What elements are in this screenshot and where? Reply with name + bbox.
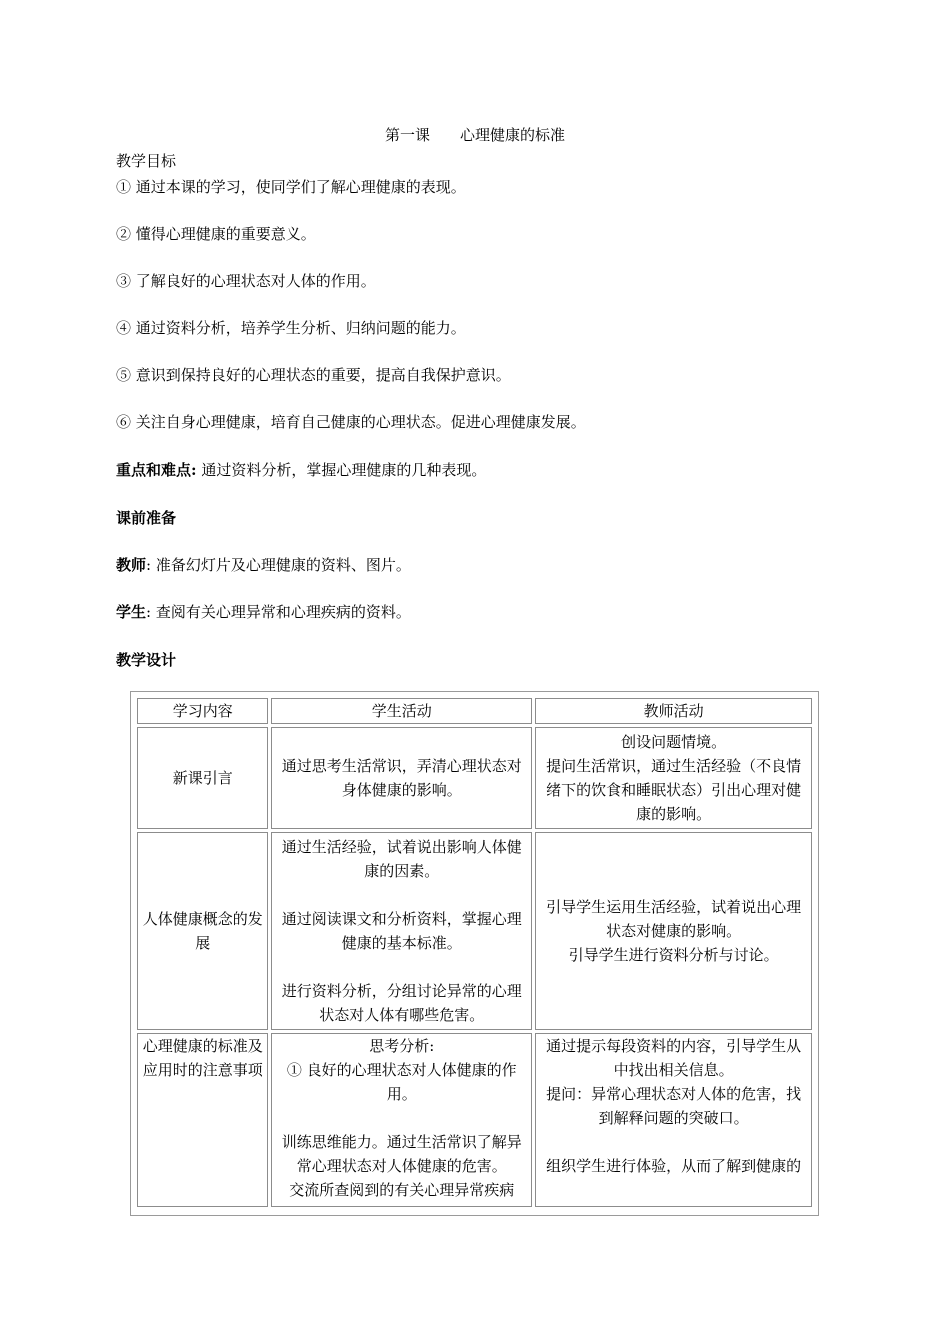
student-activity-cell [271, 832, 532, 1030]
cell-line: 通过提示每段资料的内容，引导学生从 [546, 1037, 802, 1055]
cell-line: 引导学生运用生活经验，试着说出心理 [546, 898, 802, 916]
cell-line: 状态对人体有哪些危害。 [319, 1006, 485, 1024]
cell-line: 创设问题情境。 [621, 733, 727, 751]
cell-line: 应用时的注意事项 [142, 1061, 263, 1079]
key-points-label: 重点和难点: [116, 461, 197, 479]
student-prep [116, 601, 411, 622]
cell-line: 用。 [386, 1085, 417, 1103]
cell-line: 交流所查阅到的有关心理异常疾病 [289, 1181, 515, 1199]
cell-line: 进行资料分析，分组讨论异常的心理 [281, 982, 522, 1000]
objective-item-2: ② 懂得心理健康的重要意义。 [116, 225, 316, 243]
objectives-heading: 教学目标 [116, 152, 177, 170]
key-points [116, 459, 486, 480]
cell-line: 康的因素。 [364, 862, 440, 880]
teacher-activity-cell [535, 727, 812, 829]
cell-line: 中找出相关信息。 [613, 1061, 734, 1079]
prep-heading: 课前准备 [116, 509, 177, 527]
cell-line: 提问：异常心理状态对人体的危害，找 [546, 1085, 802, 1103]
cell-line: 展 [195, 934, 211, 952]
objective-item-1: ① 通过本课的学习，使同学们了解心理健康的表现。 [116, 178, 466, 196]
cell-line: 绪下的饮食和睡眠状态）引出心理对健 [546, 781, 802, 799]
student-prep-text: : 查阅有关心理异常和心理疾病的资料。 [146, 603, 411, 621]
teacher-prep-text: : 准备幻灯片及心理健康的资料、图片。 [146, 556, 411, 574]
teacher-activity-cell [535, 832, 812, 1030]
objective-item-5: ⑤ 意识到保持良好的心理状态的重要，提高自我保护意识。 [116, 366, 511, 384]
cell-line: 状态对健康的影响。 [606, 922, 742, 940]
content-cell [137, 1033, 268, 1207]
student-prep-label: 学生 [116, 603, 147, 621]
design-heading: 教学设计 [116, 651, 177, 669]
table-row [137, 1033, 812, 1207]
cell-line: 健康的基本标准。 [341, 934, 462, 952]
lesson-title: 第一课 心理健康的标准 [384, 126, 565, 144]
objective-item-3: ③ 了解良好的心理状态对人体的作用。 [116, 272, 376, 290]
header-cell: 学习内容 [137, 698, 268, 724]
table-row [137, 832, 812, 1030]
content-cell [137, 727, 268, 829]
cell-line: 思考分析: [369, 1037, 435, 1055]
objective-item-6: ⑥ 关注自身心理健康，培育自己健康的心理状态。促进心理健康发展。 [116, 413, 586, 431]
cell-line: 引导学生进行资料分析与讨论。 [568, 946, 779, 964]
cell-line: 训练思维能力。通过生活常识了解异 [281, 1133, 522, 1151]
cell-line: ① 良好的心理状态对人体健康的作 [286, 1061, 517, 1079]
content-cell [137, 832, 268, 1030]
teacher-prep [116, 554, 411, 575]
header-cell: 教师活动 [535, 698, 812, 724]
key-points-text: 通过资料分析，掌握心理健康的几种表现。 [201, 461, 487, 479]
cell-line: 身体健康的影响。 [341, 781, 462, 799]
teacher-prep-label: 教师 [116, 556, 147, 574]
student-activity-cell [271, 1033, 532, 1207]
cell-line: 心理健康的标准及 [142, 1037, 263, 1055]
cell-line: 通过思考生活常识，弄清心理状态对 [281, 757, 522, 775]
cell-line: 到解释问题的突破口。 [598, 1109, 749, 1127]
cell-line: 提问生活常识，通过生活经验（不良情 [546, 757, 802, 775]
cell-line: 组织学生进行体验，从而了解到健康的 [546, 1157, 802, 1175]
cell-line: 康的影响。 [636, 805, 712, 823]
objective-item-4: ④ 通过资料分析，培养学生分析、归纳问题的能力。 [116, 319, 466, 337]
cell-line: 通过阅读课文和分析资料，掌握心理 [281, 910, 522, 928]
student-activity-cell [271, 727, 532, 829]
table-row [137, 727, 812, 829]
cell-line: 常心理状态对人体健康的危害。 [296, 1157, 507, 1175]
teaching-design-table [130, 691, 819, 1216]
cell-line: 人体健康概念的发 [142, 910, 263, 928]
cell-line: 通过生活经验，试着说出影响人体健 [281, 838, 522, 856]
teacher-activity-cell [535, 1033, 812, 1207]
cell-line: 新课引言 [172, 769, 233, 787]
header-cell: 学生活动 [271, 698, 532, 724]
table-header-row [137, 698, 812, 724]
